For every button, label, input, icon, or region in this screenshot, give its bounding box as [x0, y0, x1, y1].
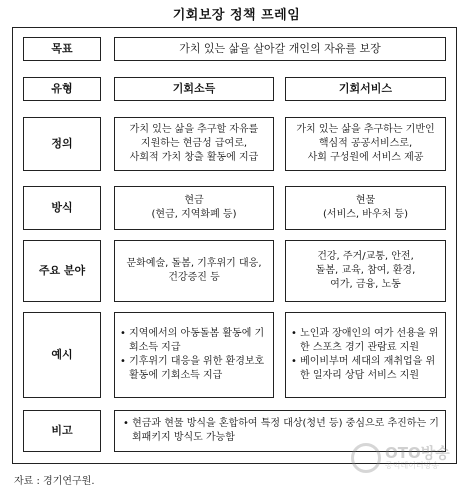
- list-item: • 현금과 현물 방식을 혼합하여 특정 대상(청년 등) 중심으로 추진하는 기회패키지 방식도 가능함: [123, 417, 439, 445]
- list-item: • 지역에서의 아동돌봄 활동에 기회소득 지급: [120, 327, 269, 355]
- method-right-cell: [285, 186, 446, 230]
- method-left-text: 현금 (현금, 지역화폐 등): [151, 195, 237, 220]
- row-label-text: 유형: [51, 82, 73, 95]
- fields-left-cell: [114, 240, 274, 302]
- type-right-cell: [285, 77, 446, 101]
- row-label-type: [23, 77, 101, 101]
- source-note: 자료 : 경기연구원.: [14, 476, 95, 487]
- row-label-text: 정의: [51, 137, 73, 150]
- type-left-text: 기회소득: [172, 82, 216, 95]
- list-item: • 노인과 장애인의 여가 선용을 위한 스포츠 경기 관람료 지원: [291, 327, 441, 355]
- row-label-note: [23, 410, 101, 452]
- definition-left-cell: [114, 117, 274, 171]
- row-label-text: 방식: [51, 201, 73, 214]
- goal-cell: [114, 37, 446, 61]
- watermark-name: OTO방송: [385, 444, 450, 462]
- method-right-text: 현물 (서비스, 바우처 등): [323, 195, 408, 220]
- definition-left-text: 가치 있는 삶을 추구할 자유를 지원하는 현금성 급여로, 사회적 가치 창출 활동에 지급: [129, 124, 259, 163]
- list-item: • 베이비부머 세대의 재취업을 위한 일자리 상담 서비스 지원: [291, 355, 441, 383]
- row-label-text: 비고: [51, 424, 73, 437]
- row-label-fields: [23, 240, 101, 302]
- examples-right-cell: [285, 312, 446, 398]
- examples-left-cell: [114, 312, 274, 398]
- row-label-text: 주요 분야: [38, 264, 86, 277]
- fields-right-cell: [285, 240, 446, 302]
- row-label-text: 목표: [51, 42, 73, 55]
- definition-right-cell: [285, 117, 446, 171]
- type-right-text: 기회서비스: [338, 82, 393, 95]
- goal-text: 가치 있는 삶을 살아갈 개인의 자유를 보장: [179, 42, 381, 55]
- list-item: • 기후위기 대응을 위한 환경보호 활동에 기회소득 지급: [120, 355, 269, 383]
- watermark-logo: [351, 438, 461, 478]
- method-left-cell: [114, 186, 274, 230]
- fields-left-text: 문화예술, 돌봄, 기후위기 대응, 건강증진 등: [126, 258, 262, 283]
- type-left-cell: [114, 77, 274, 101]
- watermark-sub: 공익데이터방송: [385, 461, 440, 470]
- examples-right-list: [291, 327, 441, 383]
- page-title: 기회보장 정책 프레임: [172, 8, 301, 23]
- row-label-examples: [23, 312, 101, 398]
- row-label-text: 예시: [51, 348, 73, 361]
- watermark-circle-icon: [351, 443, 381, 473]
- row-label-goal: [23, 37, 101, 61]
- definition-right-text: 가치 있는 삶을 추구하는 기반인 핵심적 공공서비스로, 사회 구성원에 서비스 제공: [296, 124, 435, 163]
- watermark-text-group: [385, 445, 450, 471]
- examples-left-list: [120, 327, 269, 383]
- row-label-definition: [23, 117, 101, 171]
- fields-right-text: 건강, 주거/교통, 안전, 돌봄, 교육, 참여, 환경, 여가, 금융, 노동: [315, 251, 416, 290]
- policy-frame-table: [12, 27, 457, 464]
- row-label-method: [23, 186, 101, 230]
